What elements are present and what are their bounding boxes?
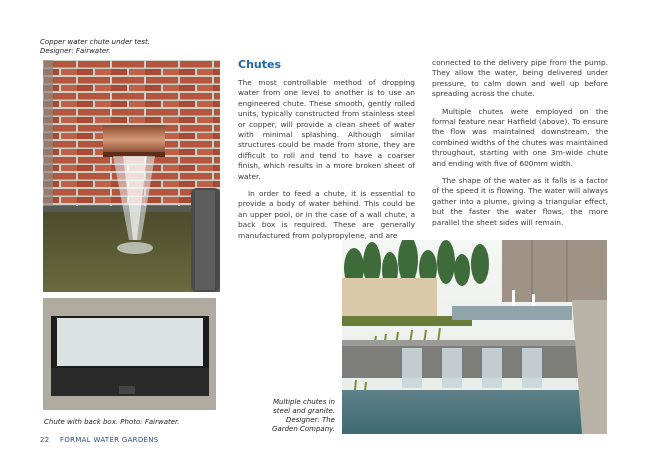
text-column-left — [238, 78, 415, 248]
paragraph: Multiple chutes were employed on the formal feature near Hatfield (above). To ensure the flow was maintained downstream, the combined widths of the chutes was maintained throughout, starting with one 3m-wide chute and ending with five of 600mm width. — [432, 106, 608, 168]
paragraph: In order to feed a chute, it is essential to provide a body of water behind. This could be an upper pool, or in the case of a wall chute, a back box is required. These are generally manufactured from polypropylene, and are — [238, 189, 415, 240]
caption-line: steel and granite. — [273, 407, 335, 415]
photo-caption-multiple-chutes — [255, 398, 335, 434]
caption-line: Garden Company. — [272, 425, 335, 433]
caption-line: Designer: Fairwater. — [40, 47, 111, 55]
book-title: FORMAL WATER GARDENS — [60, 436, 159, 444]
photo-chute-back-box — [43, 298, 216, 410]
photo-multiple-chutes — [342, 240, 607, 434]
caption-line: Multiple chutes in — [272, 398, 335, 406]
photo-caption-copper-chute — [40, 38, 240, 56]
caption-line: Designer: The — [286, 416, 335, 424]
paragraph: The shape of the water as it falls is a factor of the speed it is flowing. The water will always gather into a plume, giving a triangular effect, but the faster the water flows, the more parallel the sheet sides will remain. — [432, 176, 608, 227]
photo-caption-back-box: Chute with back box. Photo: Fairwater. — [44, 418, 180, 426]
caption-line: Copper water chute under test. — [40, 38, 151, 46]
photo-copper-chute-brick-wall — [43, 60, 220, 292]
text-column-right — [432, 58, 608, 235]
page-number: 22 — [40, 436, 50, 444]
paragraph: connected to the delivery pipe from the pump. They allow the water, being delivered under pressure, to calm down and well up before spreading across the chute. — [432, 58, 608, 99]
paragraph: The most controllable method of dropping water from one level to another is to use an engineered chute. These smooth, gently rolled units, typically constructed from stainless steel or copper, will provide a clean sheet of water with minimal splashing. Although similar structures could be made from stone, they are difficult to roll and tend to have a coarser finish, which results in a more broken sheet of water. — [238, 78, 415, 181]
page-footer — [40, 436, 159, 444]
section-heading: Chutes — [238, 58, 282, 71]
